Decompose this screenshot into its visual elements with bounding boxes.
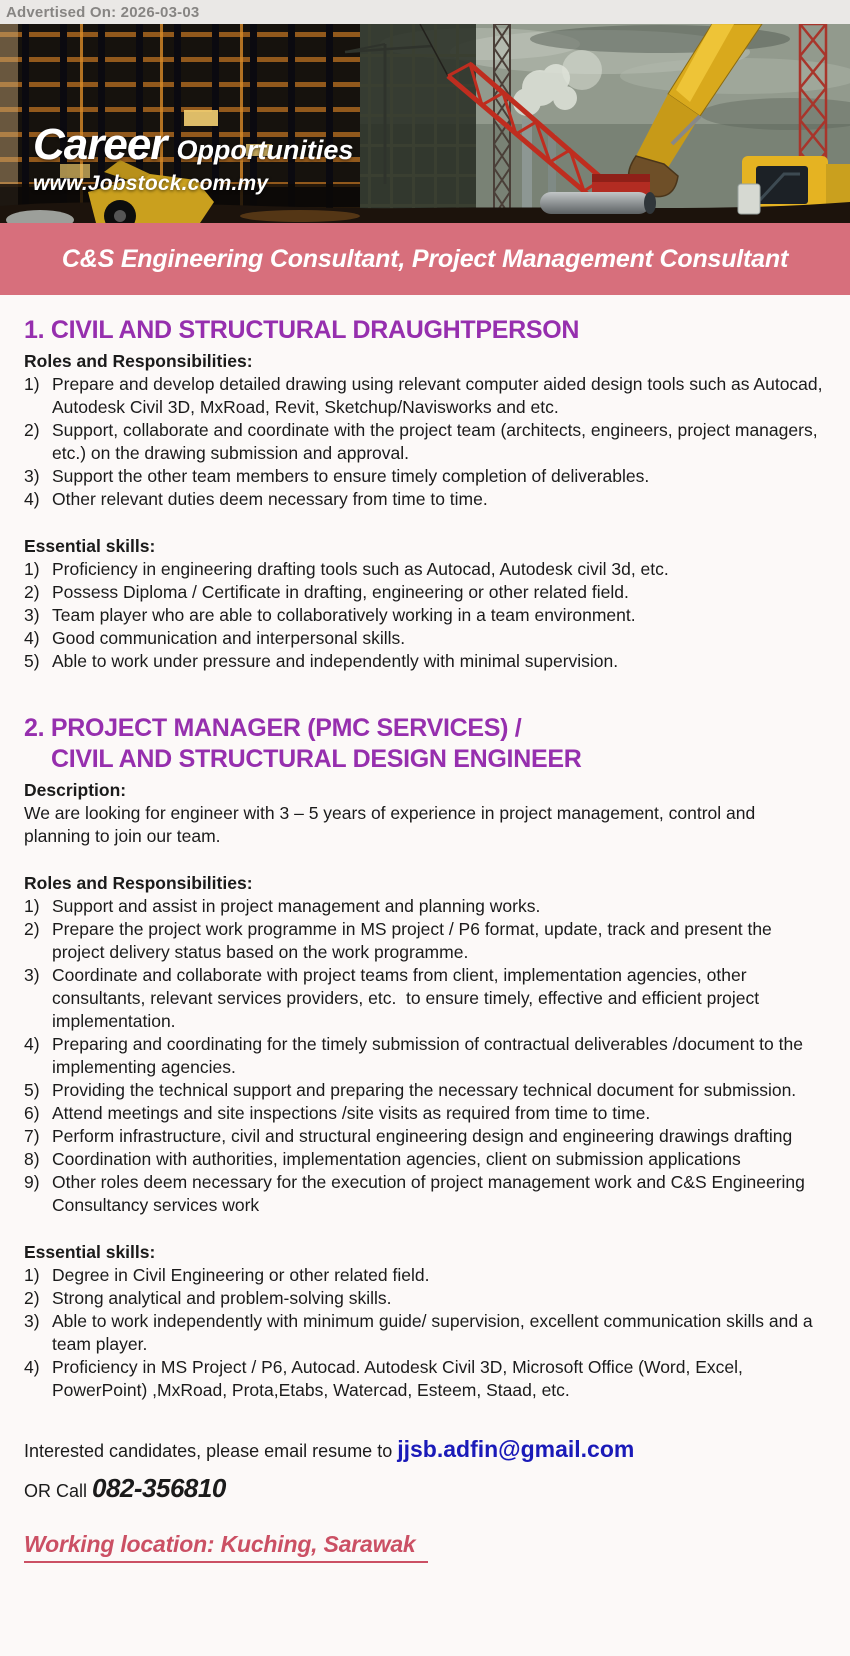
list-item-text: Able to work independently with minimum guide/ supervision, excellent communication skills and a team player.: [52, 1311, 818, 1354]
list-item-text: Support, collaborate and coordinate with the project team (architects, engineers, project managers, etc.) on the drawing submission and approval.: [52, 420, 823, 463]
job2-description: We are looking for engineer with 3 – 5 years of experience in project management, control and planning to join our team.: [24, 803, 756, 846]
list-item: [24, 1033, 826, 1079]
list-item-text: Coordinate and collaborate with project teams from client, implementation agencies, other consultants, relevant services providers, etc. to ensure timely, effective and efficient project implementation.: [52, 965, 765, 1031]
list-item-number: 6): [24, 1103, 40, 1123]
list-item-number: 3): [24, 466, 40, 486]
list-item-number: 5): [24, 651, 40, 671]
job2-heading-line2: CIVIL AND STRUCTURAL DESIGN ENGINEER: [51, 745, 582, 773]
list-item: [24, 1079, 826, 1102]
banner: [0, 24, 850, 223]
job2-skills-list: [24, 1264, 826, 1402]
list-item: [24, 627, 826, 650]
email-link[interactable]: jjsb.adfin@gmail.com: [397, 1436, 635, 1462]
list-item: [24, 558, 826, 581]
list-item-text: Support the other team members to ensure timely completion of deliverables.: [52, 466, 650, 486]
list-item: [24, 465, 826, 488]
list-item-text: Good communication and interpersonal skills.: [52, 628, 406, 648]
job-title-banner: [0, 223, 850, 295]
list-item-text: Team player who are able to collaboratively working in a team environment.: [52, 605, 636, 625]
list-item-text: Possess Diploma / Certificate in drafting, engineering or other related field.: [52, 582, 629, 602]
list-item: [24, 581, 826, 604]
list-item-text: Coordination with authorities, implementation agencies, client on submission applications: [52, 1149, 741, 1169]
call-prefix: OR Call: [24, 1481, 93, 1501]
working-location: Working location: Kuching, Sarawak: [24, 1531, 428, 1563]
list-item: [24, 1148, 826, 1171]
job2-roles-list: [24, 895, 826, 1217]
list-item: [24, 1102, 826, 1125]
job2-description-label: Description:: [24, 780, 127, 800]
job-title-text: C&S Engineering Consultant, Project Management Consultant: [61, 244, 789, 273]
banner-subtitle: Opportunities: [176, 135, 354, 165]
list-item-text: Other relevant duties deem necessary from time to time.: [52, 489, 488, 509]
list-item-number: 1): [24, 374, 40, 394]
list-item-number: 2): [24, 1288, 40, 1308]
list-item: [24, 1356, 826, 1402]
list-item: [24, 604, 826, 627]
phone-number: 082-356810: [92, 1473, 226, 1503]
list-item-text: Degree in Civil Engineering or other related field.: [52, 1265, 430, 1285]
list-item-text: Strong analytical and problem-solving skills.: [52, 1288, 392, 1308]
list-item-text: Other roles deem necessary for the execution of project management work and C&S Engineering Consultancy services work: [52, 1172, 810, 1215]
banner-title-line: [33, 120, 353, 170]
job2-roles-label: Roles and Responsibilities:: [24, 873, 253, 893]
job2-heading-line1: 2. PROJECT MANAGER (PMC SERVICES) /: [24, 714, 522, 742]
list-item: [24, 1310, 826, 1356]
job1-roles-label: Roles and Responsibilities:: [24, 351, 253, 371]
job1-skills-label: Essential skills:: [24, 536, 156, 556]
list-item-number: 8): [24, 1149, 40, 1169]
list-item-text: Perform infrastructure, civil and structural engineering design and engineering drawings drafting: [52, 1126, 793, 1146]
list-item: [24, 1125, 826, 1148]
list-item-number: 1): [24, 896, 40, 916]
list-item-number: 4): [24, 628, 40, 648]
list-item: [24, 964, 826, 1033]
contact-call-line: [24, 1472, 826, 1507]
list-item-number: 7): [24, 1126, 40, 1146]
list-item-number: 2): [24, 582, 40, 602]
list-item: [24, 650, 826, 673]
banner-text: [33, 120, 353, 196]
list-item-number: 4): [24, 1357, 40, 1377]
list-item-number: 2): [24, 420, 40, 440]
list-item-text: Prepare the project work programme in MS project / P6 format, update, track and present the project delivery status based on the work programme.: [52, 919, 777, 962]
list-item-number: 5): [24, 1080, 40, 1100]
advertised-date: Advertised On: 2026-03-03: [6, 3, 200, 21]
list-item-text: Able to work under pressure and independently with minimal supervision.: [52, 651, 619, 671]
list-item-number: 1): [24, 559, 40, 579]
list-item-number: 4): [24, 489, 40, 509]
list-item-number: 1): [24, 1265, 40, 1285]
job2-heading: [24, 713, 826, 775]
list-item-text: Prepare and develop detailed drawing using relevant computer aided design tools such as Autocad, Autodesk Civil 3D, MxRoad, Revit, Sketchup/Navisworks and etc.: [52, 374, 827, 417]
banner-website: www.Jobstock.com.my: [33, 172, 269, 195]
list-item-text: Proficiency in MS Project / P6, Autocad. Autodesk Civil 3D, Microsoft Office (Word, Excel, PowerPoint) ,MxRoad, Prota,Etabs, Watercad, Esteem, Staad, etc.: [52, 1357, 748, 1400]
list-item: [24, 373, 826, 419]
list-item: [24, 1287, 826, 1310]
list-item-number: 3): [24, 965, 40, 985]
email-prefix: Interested candidates, please email resume to: [24, 1441, 398, 1461]
list-item-text: Preparing and coordinating for the timely submission of contractual deliverables /document to the implementing agencies.: [52, 1034, 808, 1077]
list-item-number: 3): [24, 1311, 40, 1331]
job1-skills-list: [24, 558, 826, 673]
list-item-text: Providing the technical support and preparing the necessary technical document for submission.: [52, 1080, 797, 1100]
advertised-date-bar: [0, 0, 850, 24]
list-item-number: 3): [24, 605, 40, 625]
list-item: [24, 1171, 826, 1217]
job2-skills-label: Essential skills:: [24, 1242, 156, 1262]
contact-email-line: [24, 1434, 826, 1466]
list-item: [24, 1264, 826, 1287]
list-item: [24, 895, 826, 918]
banner-title: Career: [33, 120, 167, 169]
list-item-text: Proficiency in engineering drafting tools such as Autocad, Autodesk civil 3d, etc.: [52, 559, 669, 579]
list-item-text: Support and assist in project management and planning works.: [52, 896, 541, 916]
job1-heading: 1. CIVIL AND STRUCTURAL DRAUGHTPERSON: [24, 316, 580, 344]
job1-roles-list: [24, 373, 826, 511]
list-item: [24, 918, 826, 964]
list-item-number: 4): [24, 1034, 40, 1054]
list-item-number: 9): [24, 1172, 40, 1192]
list-item-text: Attend meetings and site inspections /site visits as required from time to time.: [52, 1103, 651, 1123]
list-item-number: 2): [24, 919, 40, 939]
list-item: [24, 488, 826, 511]
list-item: [24, 419, 826, 465]
job-ad-body: [0, 295, 850, 1563]
